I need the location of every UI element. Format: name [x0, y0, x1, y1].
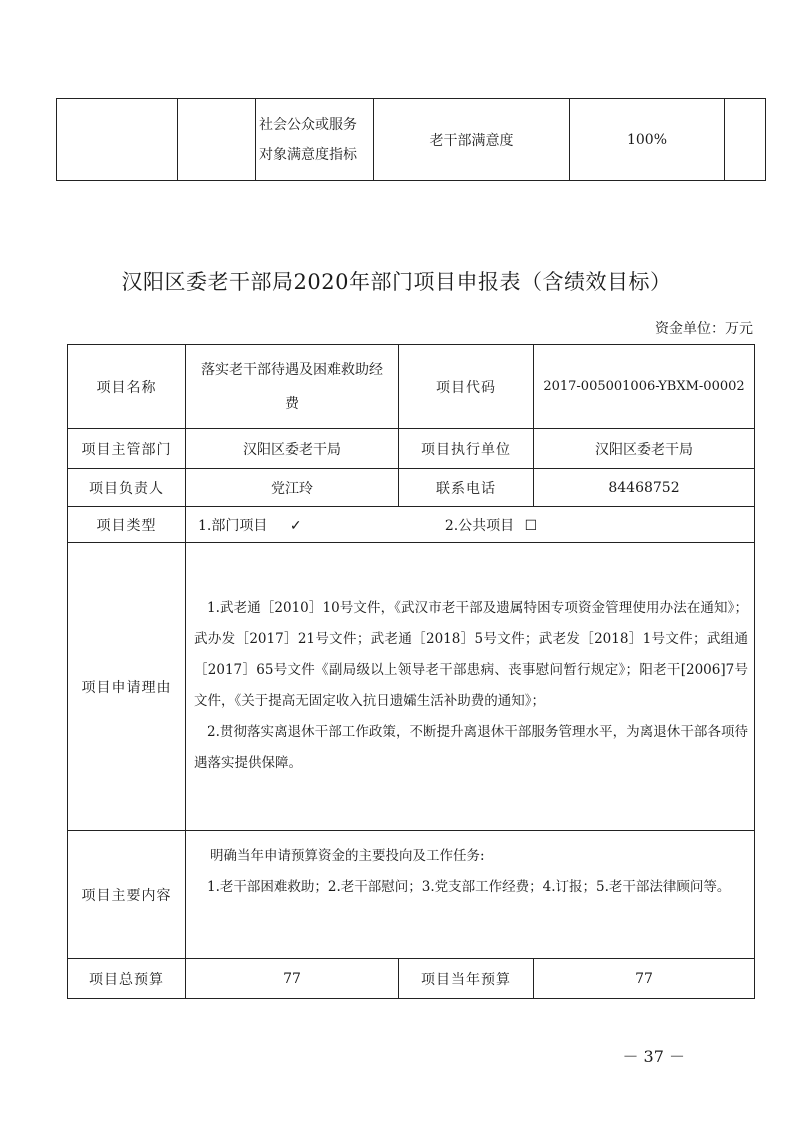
empty-cell	[57, 99, 178, 181]
project-owner-value: 党江玲	[186, 469, 399, 507]
executing-unit-value: 汉阳区委老干局	[534, 429, 755, 469]
indicator-name: 老干部满意度	[374, 99, 570, 181]
currency-unit: 资金单位：万元	[655, 321, 753, 337]
main-content-text	[186, 831, 755, 959]
application-reason-text	[186, 543, 755, 831]
content-paragraph-1: 明确当年申请预算资金的主要投向及工作任务:	[210, 848, 485, 864]
project-name-label: 项目名称	[68, 345, 186, 429]
type-option-department: 1.部门项目	[198, 517, 268, 534]
indicator-type-line2: 对象满意度指标	[259, 146, 357, 163]
check-mark-icon: ✓	[289, 517, 302, 534]
performance-indicator-table	[56, 98, 766, 181]
project-type-label: 项目类型	[68, 507, 186, 543]
empty-cell	[725, 99, 766, 181]
phone-label: 联系电话	[399, 469, 534, 507]
main-content-label: 项目主要内容	[68, 831, 186, 959]
indicator-type-cell	[256, 99, 374, 181]
project-code-label: 项目代码	[399, 345, 534, 429]
total-budget-label: 项目总预算	[68, 959, 186, 999]
department-label: 项目主管部门	[68, 429, 186, 469]
type-option-public: 2.公共项目	[444, 517, 515, 534]
page-number: － 37 －	[622, 1047, 685, 1066]
project-application-table	[67, 344, 755, 999]
reason-paragraph-1: 1.武老通［2010］10号文件，《武汉市老干部及遗属特困专项资金管理使用办法在通知》；武办发［2017］21号文件；武老通［2018］5号文件；武老发［2018］1号文件；武组通［2017］65号文件《副局级以上领导老干部患病、丧事慰问暂行规定》；阳老干[2006]7号文件，《关于提高无固定收入抗日遗孀生活补助费的通知》；	[194, 599, 748, 709]
annual-budget-value: 77	[534, 959, 755, 999]
project-type-options	[186, 507, 755, 543]
project-code-value: 2017-005001006-YBXM-00002	[534, 345, 755, 429]
empty-checkbox-icon: ☐	[524, 517, 538, 534]
total-budget-value: 77	[186, 959, 399, 999]
phone-value: 84468752	[534, 469, 755, 507]
project-name-value: 落实老干部待遇及困难救助经费	[186, 345, 399, 429]
application-reason-label: 项目申请理由	[68, 543, 186, 831]
department-value: 汉阳区委老干局	[186, 429, 399, 469]
annual-budget-label: 项目当年预算	[399, 959, 534, 999]
project-owner-label: 项目负责人	[68, 469, 186, 507]
empty-cell	[178, 99, 256, 181]
reason-paragraph-2: 2.贯彻落实离退休干部工作政策，不断提升离退休干部服务管理水平，为离退休干部各项待遇落实提供保障。	[194, 723, 748, 771]
indicator-type-line1: 社会公众或服务	[259, 116, 357, 133]
executing-unit-label: 项目执行单位	[399, 429, 534, 469]
document-title: 汉阳区委老干部局2020年部门项目申报表（含绩效目标）	[121, 270, 672, 294]
content-paragraph-2: 1.老干部困难救助；2.老干部慰问；3.党支部工作经费；4.订报；5.老干部法律顾问等。	[207, 879, 731, 895]
indicator-value: 100%	[570, 99, 725, 181]
